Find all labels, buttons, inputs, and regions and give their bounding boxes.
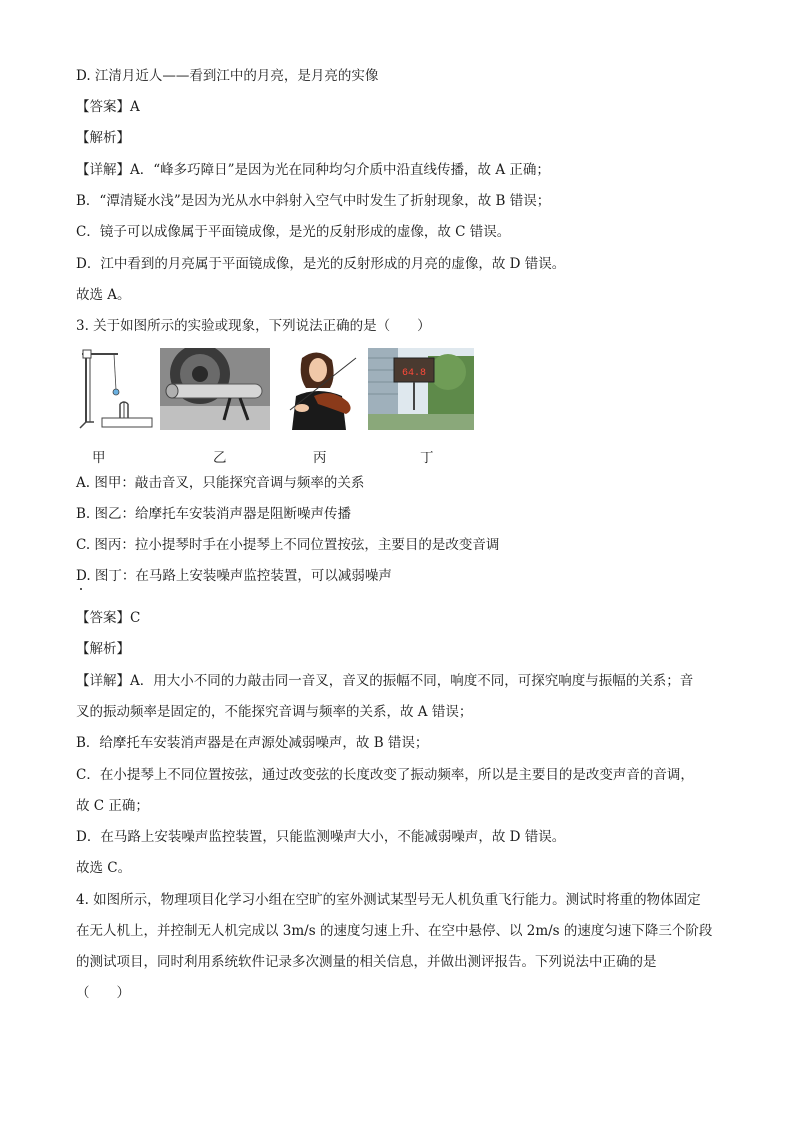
text-line: B．“潭清疑水浅”是因为光从水中斜射入空气中时发生了折射现象，故 B 错误； [76,193,551,209]
text-line: D. 江清月近人——看到江中的月亮，是月亮的实像 [76,68,379,84]
question-4-stem: 在无人机上，并控制无人机完成以 3m/s 的速度匀速上升、在空中悬停、以 2m/s 的速度匀速下降三个阶段 [76,923,713,939]
text-line: 故 C 正确； [76,798,149,814]
option-a: A. 图甲：敲击音叉，只能探究音调与频率的关系 [76,475,365,491]
text-line: C．在小提琴上不同位置按弦，通过改变弦的长度改变了振动频率，所以是主要目的是改变声音的音调， [76,767,694,783]
tuning-fork-apparatus-image [74,348,156,430]
text-line: 故选 A。 [76,287,131,303]
text-line: D．江中看到的月亮属于平面镜成像，是光的反射形成的月亮的虚像，故 D 错误。 [76,256,566,272]
question-4-stem: 4. 如图所示，物理项目化学习小组在空旷的室外测试某型号无人机负重飞行能力。测试时将重的物体固定 [76,892,701,908]
monitor-reading: 64.8 [401,368,427,379]
text-line: 故选 C。 [76,860,132,876]
violinist-image [272,348,364,430]
text-line: 【详解】A．“峰多巧障日”是因为光在同种均匀介质中沿直线传播，故 A 正确； [76,162,550,178]
question-3-stem: 3. 关于如图所示的实验或现象，下列说法正确的是（ ） [76,318,431,334]
text-line: 叉的振动频率是固定的，不能探究音调与频率的关系，故 A 错误； [76,704,473,720]
figure-caption-ding: 丁 [420,450,434,466]
text-line: D．在马路上安装噪声监控装置，只能监测噪声大小，不能减弱噪声，故 D 错误。 [76,829,566,845]
text-line: B．给摩托车安装消声器是在声源处减弱噪声，故 B 错误； [76,735,429,751]
answer-label: 【答案】C [76,610,141,626]
figure-caption-bing: 丙 [313,450,327,466]
noise-monitor-image [368,348,474,430]
figure-caption-jia: 甲 [92,450,106,466]
text-line: C．镜子可以成像属于平面镜成像，是光的反射形成的虚像，故 C 错误。 [76,224,511,240]
text-line: 【详解】A．用大小不同的力敲击同一音叉，音叉的振幅不同，响度不同，可探究响度与振幅的关系；音 [76,673,694,689]
option-b: B. 图乙：给摩托车安装消声器是阻断噪声传播 [76,506,352,522]
motorcycle-muffler-image [160,348,270,430]
question-4-stem: 的测试项目，同时利用系统软件记录多次测量的相关信息，并做出测评报告。下列说法中正确的是 [76,954,657,970]
question-4-stem: （ ） [76,985,130,1001]
analysis-label: 【解析】 [76,130,130,146]
stray-dot [80,588,82,590]
option-d: D. 图丁：在马路上安装噪声监控装置，可以减弱噪声 [76,568,392,584]
figure-caption-yi: 乙 [213,450,227,466]
answer-label: 【答案】A [76,99,140,115]
option-c: C. 图丙：拉小提琴时手在小提琴上不同位置按弦，主要目的是改变音调 [76,537,500,553]
analysis-label: 【解析】 [76,641,130,657]
